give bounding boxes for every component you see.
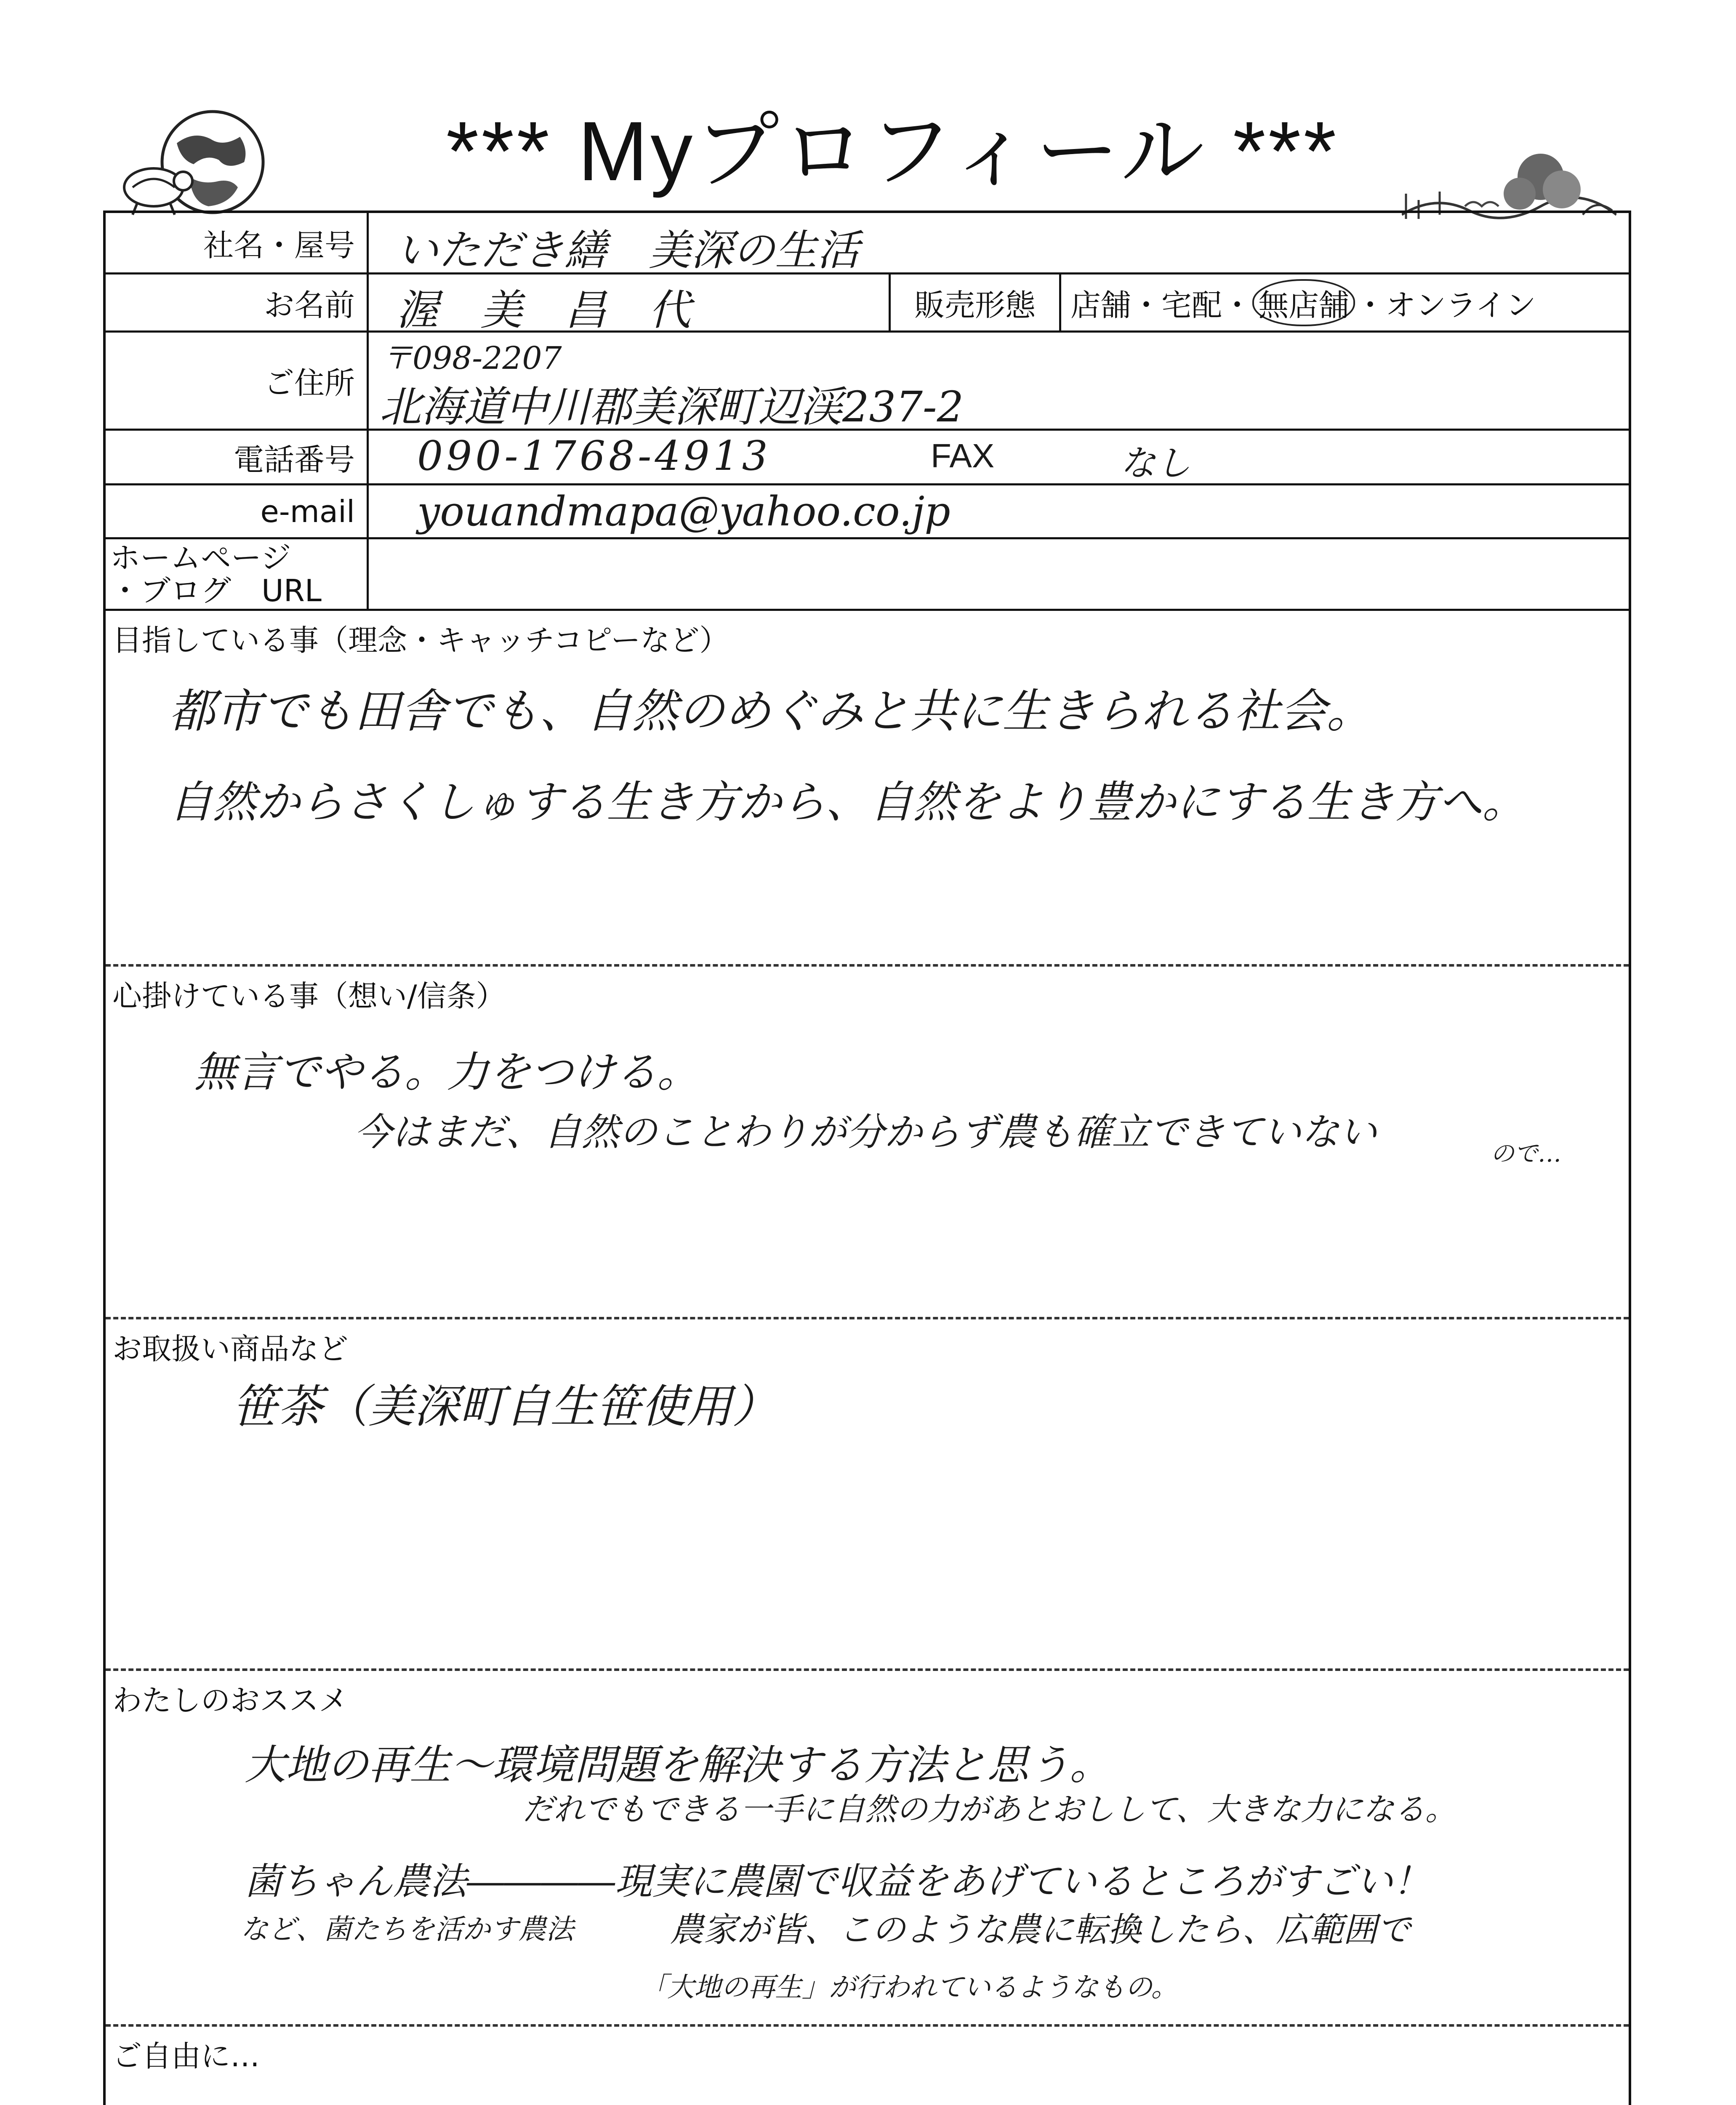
email-row: [106, 485, 1629, 539]
address-value: 北海道中川郡美深町辺渓237-2: [379, 382, 964, 432]
page-title: *** Myプロフィール ***: [446, 104, 1339, 198]
homepage-label-line1: ホームページ: [110, 540, 291, 576]
products-section-title: お取扱い商品など: [112, 1332, 348, 1366]
sales-label: 販売形態: [889, 274, 1061, 330]
phone-row: [106, 431, 1629, 485]
sales-option-store: 店舗: [1070, 287, 1132, 323]
email-value: youandmapa@yahoo.co.jp: [417, 488, 951, 535]
recommend-line-4: など、菌たちを活かす農法: [240, 1913, 574, 1945]
homepage-label: [106, 539, 369, 609]
products-section: [106, 1319, 1629, 1671]
page-header: [0, 84, 1736, 223]
goal-section: [106, 611, 1629, 967]
company-row: [106, 213, 1629, 274]
phone-label: 電話番号: [106, 431, 369, 483]
fax-label: FAX: [931, 437, 995, 474]
fax-value: なし: [1120, 442, 1191, 484]
name-value: 渥 美 昌 代: [396, 285, 691, 335]
sales-option-online: オンライン: [1385, 287, 1536, 323]
mind-line-2: 今はまだ、自然のことわりが分からず農も確立できていない: [354, 1110, 1377, 1154]
sales-option-no-store: 無店舗: [1252, 279, 1355, 326]
address-label: ご住所: [106, 333, 369, 429]
company-label: 社名・屋号: [106, 213, 369, 272]
mind-line-1: 無言でやる。力をつける。: [194, 1047, 699, 1097]
sales-option-delivery: 宅配: [1161, 287, 1222, 323]
goal-line-1: 都市でも田舎でも、自然のめぐみと共に生きられる社会。: [169, 684, 1373, 738]
mind-section-title: 心掛けている事（想い/信条）: [112, 979, 506, 1013]
goal-line-2: 自然からさくしゅする生き方から、自然をより豊かにする生き方へ。: [169, 776, 1526, 828]
mind-section: [106, 967, 1629, 1319]
name-label: お名前: [106, 274, 369, 330]
email-label: e-mail: [106, 485, 369, 537]
products-line-1: 笹茶（美深町自生笹使用）: [232, 1380, 778, 1433]
homepage-row: [106, 539, 1629, 611]
recommend-line-6: 「大地の再生」が行われているようなもの。: [640, 1972, 1178, 2003]
free-section-title: ご自由に…: [112, 2039, 260, 2073]
mind-line-3: ので…: [1491, 1140, 1561, 1167]
recommend-line-5: 農家が皆、このような農に転換したら、広範囲で: [670, 1910, 1411, 1949]
recommend-line-2: だれでもできる一手に自然の力があとおしして、大きな力になる。: [522, 1791, 1456, 1828]
profile-form: [103, 210, 1631, 2105]
recommend-section: [106, 1671, 1629, 2027]
phone-value: 090-1768-4913: [417, 432, 771, 480]
address-row: [106, 333, 1629, 431]
recommend-line-1: 大地の再生～環境問題を解決する方法と思う。: [245, 1741, 1111, 1789]
company-value: いただき繕 美深の生活: [396, 226, 859, 275]
sales-separator: ・: [1222, 287, 1253, 323]
recommend-section-title: わたしのおススメ: [112, 1683, 348, 1718]
sales-options: [1061, 274, 1536, 330]
free-section: [106, 2027, 1629, 2105]
goal-section-title: 目指している事（理念・キャッチコピーなど）: [112, 623, 729, 658]
recommend-line-3: 菌ちゃん農法――――現実に農園で収益をあげているところがすごい！: [245, 1860, 1430, 1903]
globe-turtle-illustration: [114, 105, 274, 219]
postal-code: 〒098-2207: [381, 340, 562, 376]
name-row: [106, 274, 1629, 333]
homepage-label-line2: ・ブログ URL: [110, 573, 322, 608]
sales-separator: ・: [1131, 287, 1162, 323]
sales-separator: ・: [1355, 287, 1386, 323]
